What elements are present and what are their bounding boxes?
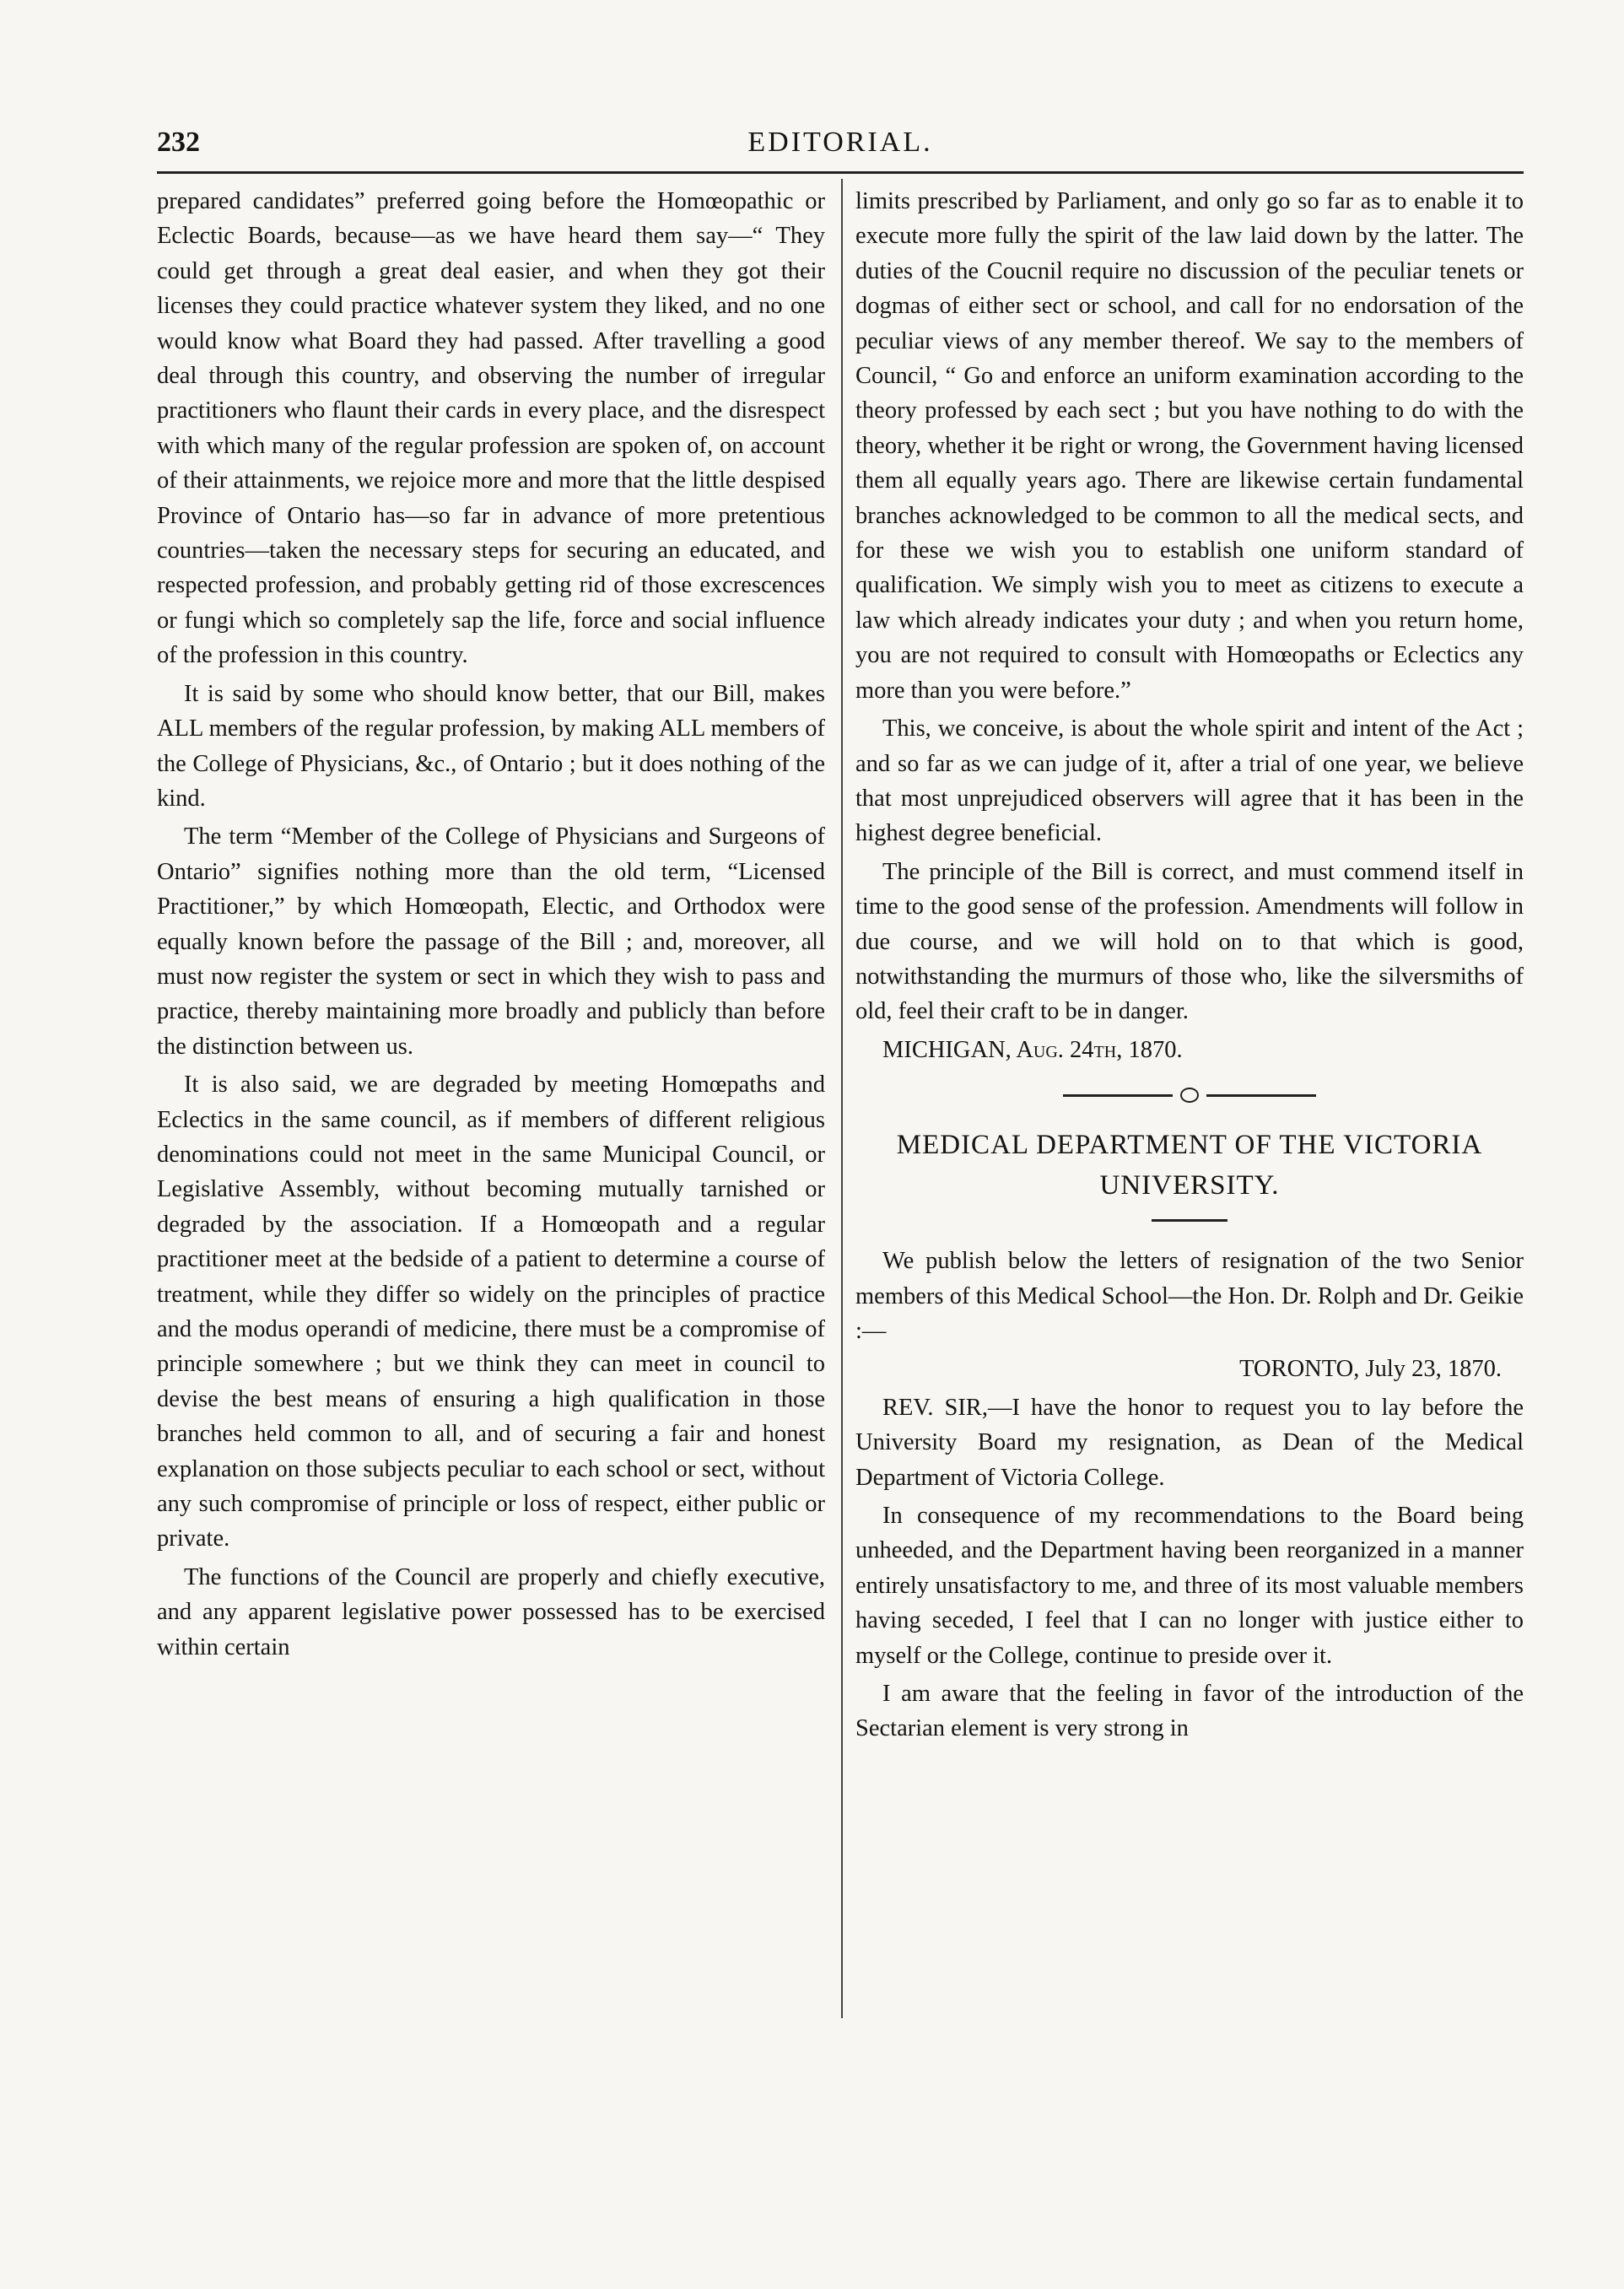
paragraph: The principle of the Bill is correct, and must commend itself in time to the good sense of the profession. Amendments will follow in due course, and we will hold on to that which is good, notwithstanding the murmurs of those who, like the silversmiths of old, feel their craft to be in danger. — [855, 858, 1524, 1025]
ornament-circle — [1180, 1088, 1199, 1103]
ornament-rule-left — [1063, 1094, 1173, 1097]
paragraph: limits prescribed by Parliament, and only go so far as to enable it to execute more fully the spirit of the law laid down by the latter. The duties of the Coucnil require no discussion of the peculiar tenets or dogmas of either sect or school, and call for no endorsation of the peculiar views of any member thereof. We say to the members of Council, “ Go and enforce an uniform examination according to the theory professed by each sect ; but you have nothing to do with the theory, whether it be right or wrong, the Government having licensed them all equally years ago. There are likewise certain fundamental branches acknowledged to be common to all the medical sects, and for these we wish you to establish one uniform standard of qualification. We simply wish you to meet as citizens to execute a law which already indicates your duty ; and when you return home, you are not required to consult with Homœopaths or Eclectics any more than you were before.” — [855, 188, 1524, 704]
page-header — [157, 127, 1524, 164]
header-rule — [157, 171, 1524, 174]
column-divider — [841, 179, 843, 2018]
title-rule — [1152, 1219, 1227, 1222]
ornament-rule-right — [1206, 1094, 1316, 1097]
running-title: EDITORIAL. — [747, 127, 933, 158]
page-number: 232 — [157, 127, 200, 158]
right-column — [855, 184, 1524, 1746]
letter-paragraph: In consequence of my recommendations to the Board being unheeded, and the Department having been reorganized in a manner entirely unsatisfactory to me, and three of its most valuable members having seceded, I feel that I can no longer with justice either to myself or the College, continue to preside over it. — [855, 1503, 1524, 1669]
paragraph: prepared candidates” preferred going before the Homœopathic or Eclectic Boards, because—as we have heard them say—“ They could get through a great deal easier, and when they got their licenses they could practice whatever system they liked, and no one would know what Board they had passed. After travelling a good deal through this country, and observing the number of irregular practitioners who flaunt their cards in every place, and the disrespect with which many of the regular profession are spoken of, on account of their attainments, we rejoice more and more that the little despised Province of Ontario has—so far in advance of more pretentious countries—taken the necessary steps for securing an educated, and respected profession, and probably getting rid of those excrescences or fungi which so completely sap the life, force and social influence of the profession in this country. — [157, 188, 825, 669]
signature-line: MICHIGAN, Aug. 24th, 1870. — [882, 1036, 1183, 1063]
letter-dateline: TORONTO, July 23, 1870. — [1239, 1356, 1502, 1383]
left-column — [157, 184, 825, 1665]
section-ornament — [1063, 1082, 1316, 1108]
letter-paragraph: I am aware that the feeling in favor of the introduction of the Sectarian element is very strong in — [855, 1681, 1524, 1742]
letter-paragraph: REV. SIR,—I have the honor to request you to lay before the University Board my resignation, as Dean of the Medical Department of Victoria College. — [855, 1394, 1524, 1491]
paragraph: It is also said, we are degraded by meeting Homœpaths and Eclectics in the same council, as if members of different religious denominations could not meet in the same Municipal Council, or Legislative Assembly, without becoming mutually tarnished or degraded by the association. If a Homœopath and a regular practitioner meet at the bedside of a patient to determine a course of treatment, while they differ so widely on the principles of practice and the modus operandi of medicine, there must be a compromise of principle somewhere ; but we think they can meet in council to devise the best means of ensuring a high qualification in those branches held common to all, and of securing a fair and honest explanation on those subjects peculiar to each school or sect, without any such compromise of principle or loss of respect, either public or private. — [157, 1072, 825, 1552]
paragraph: The functions of the Council are properly and chiefly executive, and any apparent legislative power possessed has to be exercised within certain — [157, 1563, 825, 1660]
paragraph: It is said by some who should know better, that our Bill, makes ALL members of the regular profession, by making ALL members of the College of Physicians, &c., of Ontario ; but it does nothing of the kind. — [157, 680, 825, 812]
intro-paragraph: We publish below the letters of resignation of the two Senior members of this Medical School—the Hon. Dr. Rolph and Dr. Geikie :— — [855, 1248, 1524, 1344]
section-title: MEDICAL DEPARTMENT OF THE VICTORIA UNIVERSITY. — [896, 1130, 1483, 1201]
paragraph: This, we conceive, is about the whole spirit and intent of the Act ; and so far as we can judge of it, after a trial of one year, we believe that most unprejudiced observers will agree that it has been in the highest degree beneficial. — [855, 715, 1524, 847]
paragraph: The term “Member of the College of Physicians and Surgeons of Ontario” signifies nothing more than the old term, “Licensed Practitioner,” by which Homœopath, Electic, and Orthodox were equally known before the passage of the Bill ; and, moreover, all must now register the system or sect in which they wish to pass and practice, thereby maintaining more broadly and publicly than before the distinction between us. — [157, 823, 825, 1060]
